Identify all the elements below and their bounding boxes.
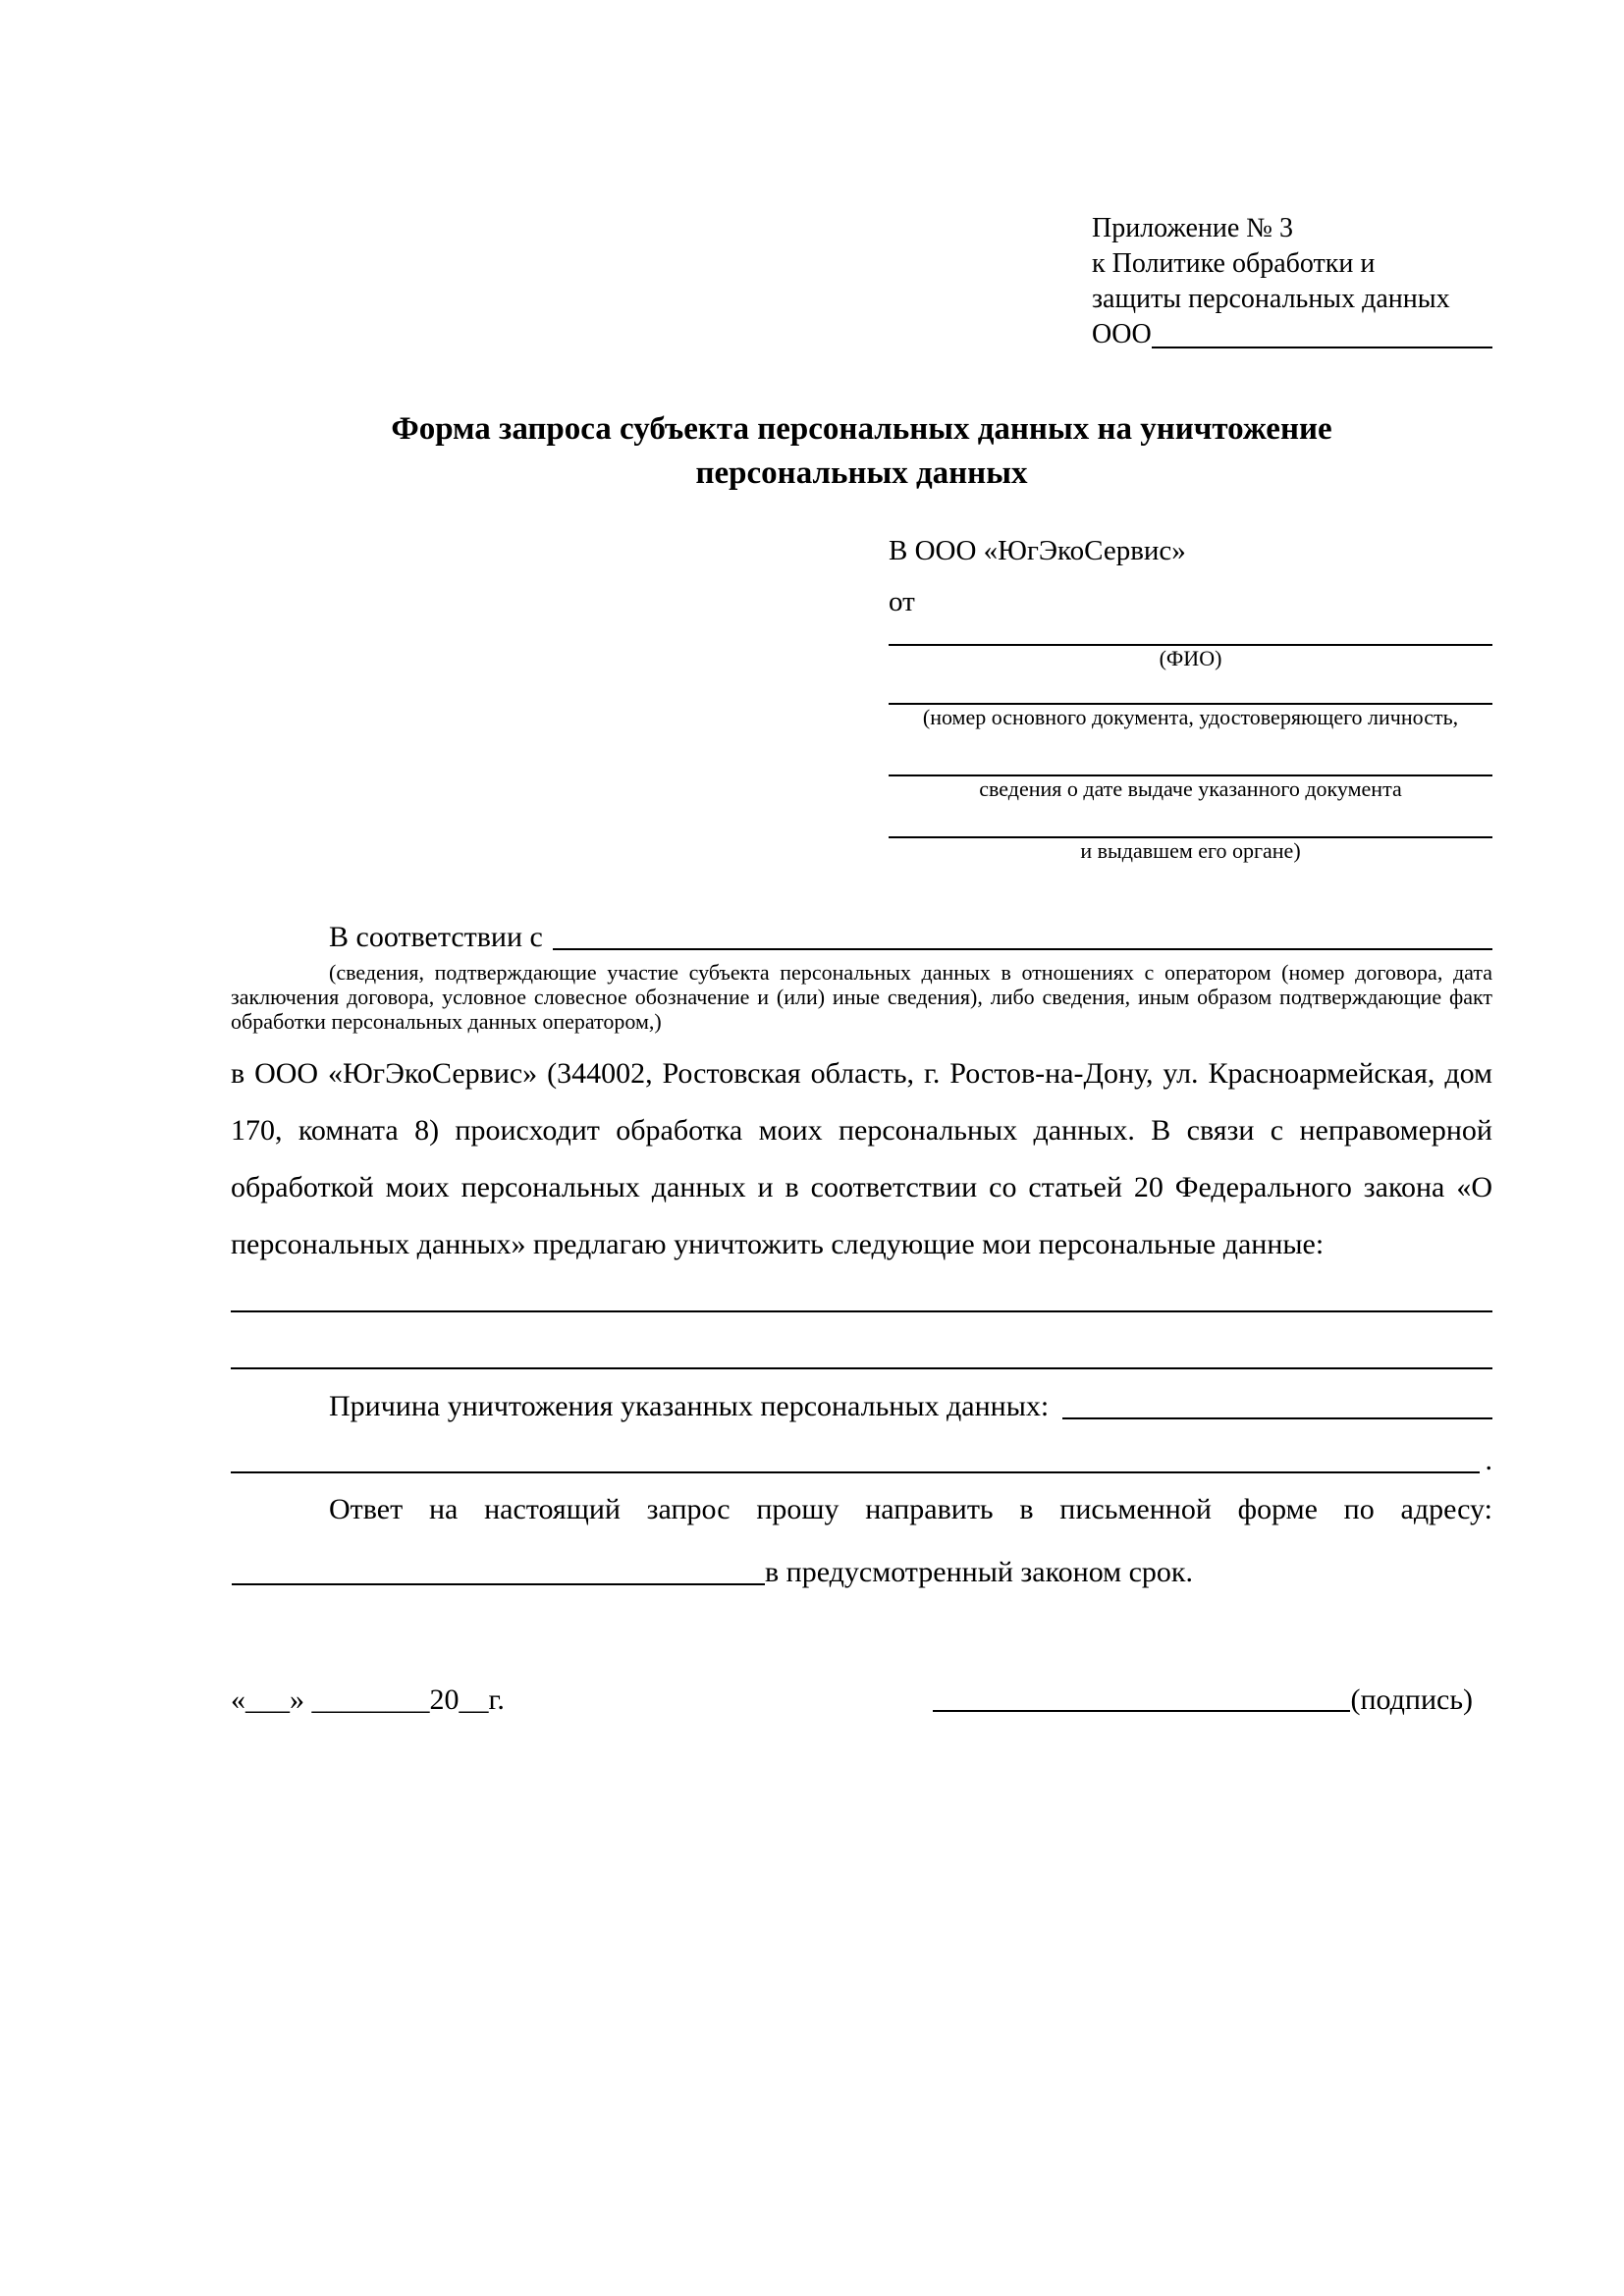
signature-caption: (подпись) bbox=[1350, 1683, 1473, 1716]
reason-blank-line-2 bbox=[231, 1471, 1480, 1473]
reason-blank-line bbox=[1062, 1417, 1492, 1419]
form-title-line-2: персональных данных bbox=[695, 455, 1028, 491]
doc-issuer-blank-line bbox=[889, 802, 1492, 838]
period: . bbox=[1485, 1444, 1492, 1476]
appendix-line-2: к Политике обработки и bbox=[1092, 248, 1376, 279]
accordance-label: В соответствии с bbox=[329, 921, 543, 953]
address-blank-line bbox=[232, 1583, 765, 1585]
appendix-line-1: Приложение № 3 bbox=[1092, 213, 1293, 243]
org-prefix: ООО bbox=[1092, 319, 1152, 349]
data-blank-line-1 bbox=[231, 1273, 1492, 1312]
main-paragraph: в ООО «ЮгЭкоСервис» (344002, Ростовская область, г. Ростов-на-Дону, ул. Красноармейская, дом 170, комната 8) происходит обработка моих персональных данных. В связи с неправомерной обработкой моих персональных данных и в соответствии со статьей 20 Федерального закона «О персональных данных» предлагаю уничтожить следующие мои персональные данные: bbox=[231, 1057, 1492, 1260]
appendix-line-3: защиты персональных данных bbox=[1092, 284, 1450, 314]
response-tail: в предусмотренный законом срок. bbox=[765, 1556, 1193, 1588]
accordance-caption: (сведения, подтверждающие участие субъекта персональных данных в отношениях с оператором (номер договора, дата заключения договора, условное словесное обозначение и (или) иные сведения), либо сведения, иным образом подтверждающие факт обработки персональных данных оператором,) bbox=[231, 960, 1492, 1034]
fio-blank-line bbox=[889, 619, 1492, 646]
appendix-org-line bbox=[1092, 317, 1492, 352]
signature-group bbox=[933, 1683, 1473, 1717]
reason-label: Причина уничтожения указанных персональных данных: bbox=[329, 1390, 1050, 1422]
document-content bbox=[231, 211, 1492, 1717]
form-title bbox=[231, 407, 1492, 496]
org-blank-line bbox=[1152, 347, 1492, 348]
fio-caption: (ФИО) bbox=[1159, 646, 1222, 670]
doc-number-caption: (номер основного документа, удостоверяющего личность, bbox=[922, 705, 1459, 729]
date-line: «___» ________20__г. bbox=[231, 1683, 505, 1716]
accordance-row bbox=[231, 911, 1492, 954]
form-title-line-1: Форма запроса субъекта персональных данных на уничтожение bbox=[391, 411, 1332, 447]
addressee-to: В ООО «ЮгЭкоСервис» bbox=[889, 535, 1186, 566]
addressee-from: от bbox=[889, 586, 915, 617]
doc-date-blank-line bbox=[889, 730, 1492, 776]
accordance-blank-line bbox=[553, 948, 1492, 950]
reason-row bbox=[231, 1369, 1492, 1423]
footer-row bbox=[231, 1683, 1492, 1717]
response-paragraph: Ответ на настоящий запрос прошу направить в письменной форме по адресу: bbox=[329, 1493, 1492, 1525]
signature-blank-line bbox=[933, 1710, 1350, 1712]
data-blank-line-2 bbox=[231, 1312, 1492, 1369]
response-address-row bbox=[231, 1534, 1492, 1589]
doc-number-blank-line bbox=[889, 671, 1492, 705]
appendix-note bbox=[1092, 211, 1492, 352]
addressee-block bbox=[889, 533, 1492, 864]
doc-date-caption: сведения о дате выдаче указанного документа bbox=[979, 776, 1402, 801]
doc-issuer-caption: и выдавшем его органе) bbox=[1080, 838, 1301, 863]
reason-continuation-row bbox=[231, 1423, 1492, 1477]
